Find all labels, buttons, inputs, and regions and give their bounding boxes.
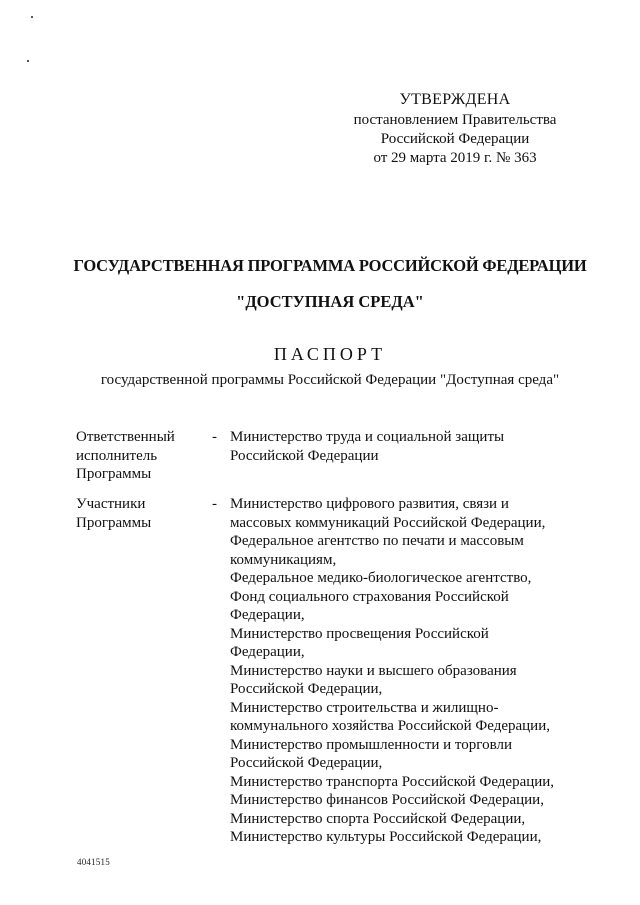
approval-line: постановлением Правительства	[353, 112, 557, 128]
row-value-line: Министерство культуры Российской Федерации,	[230, 829, 542, 845]
row-label	[76, 428, 204, 484]
row-value-line: Фонд социального страхования Российской	[230, 588, 509, 605]
row-value	[230, 495, 576, 847]
row-value-line: Министерство строительства и жилищно-	[230, 699, 499, 716]
row-value-line: коммуникациям,	[230, 551, 337, 568]
approval-stamp	[320, 90, 590, 168]
row-value-line: Федерации,	[230, 644, 305, 660]
row-dash: -	[212, 429, 217, 445]
program-name: "ДОСТУПНАЯ СРЕДА"	[236, 292, 424, 311]
row-value-line: Российской Федерации	[230, 447, 379, 464]
row-value-line: Федеральное агентство по печати и массовым	[230, 533, 524, 549]
row-value-line: Министерство труда и социальной защиты	[230, 429, 505, 445]
approval-title: УТВЕРЖДЕНА	[399, 91, 511, 108]
row-value-line: Министерство промышленности и торговли	[230, 736, 512, 753]
passport-heading: ПАСПОРТ	[273, 344, 387, 364]
approval-date-line: от 29 марта 2019 г. № 363	[373, 150, 537, 166]
row-value-line: Министерство просвещения Российской	[230, 625, 489, 642]
row-value-line: Министерство науки и высшего образования	[230, 662, 517, 679]
scan-speck	[31, 16, 33, 18]
row-label	[76, 495, 204, 532]
row-value-line: Министерство спорта Российской Федерации,	[230, 810, 526, 827]
row-value-line: Российской Федерации,	[230, 681, 383, 697]
row-value	[230, 428, 576, 465]
row-label-line: Программы	[76, 514, 152, 531]
row-label-line: Ответственный	[76, 429, 175, 445]
row-value-line: Федерации,	[230, 607, 305, 623]
row-value-line: коммунального хозяйства Российской Федерации,	[230, 718, 550, 734]
passport-subtitle: государственной программы Российской Федерации "Доступная среда"	[100, 372, 560, 388]
approval-line: Российской Федерации	[380, 131, 530, 147]
row-label-line: исполнитель	[76, 447, 158, 464]
row-value-line: Министерство цифрового развития, связи и	[230, 496, 509, 512]
row-label-line: Участники	[76, 496, 146, 512]
row-label-line: Программы	[76, 466, 152, 482]
program-title: ГОСУДАРСТВЕННАЯ ПРОГРАММА РОССИЙСКОЙ ФЕДЕРАЦИИ	[73, 256, 587, 275]
document-code: 4041515	[77, 857, 110, 867]
row-value-line: Российской Федерации,	[230, 755, 383, 771]
row-value-line: Федеральное медико-биологическое агентство,	[230, 570, 532, 586]
row-value-line: массовых коммуникаций Российской Федерации,	[230, 514, 546, 531]
scan-speck	[27, 60, 29, 62]
row-value-line: Министерство транспорта Российской Федерации,	[230, 773, 555, 790]
row-value-line: Министерство финансов Российской Федерации,	[230, 792, 544, 808]
row-dash: -	[212, 496, 217, 512]
